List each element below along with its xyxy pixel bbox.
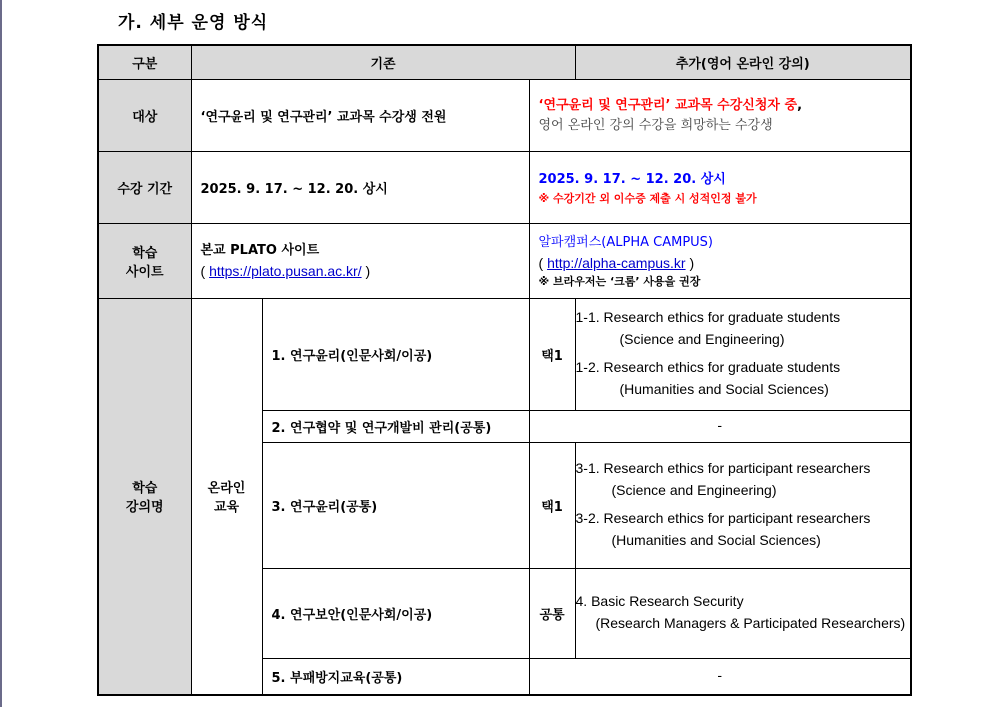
course-tag: 택1 [529,443,575,569]
course-mode: 온라인 교육 [191,299,262,695]
target-added: ‘연구윤리 및 연구관리’ 교과목 수강신청자 중, 영어 온라인 강의 수강을 희망하는 수강생 [529,80,911,152]
list-item: 1-2. Research ethics for graduate students (Humanities and Social Sciences) [575,358,841,397]
site-added: 알파캠퍼스(ALPHA CAMPUS) ( http://alpha-campus.kr ) ※ 브라우저는 ‘크롬’ 사용을 권장 [529,224,911,299]
list-item: 3-1. Research ethics for participant researchers (Science and Engineering) [575,459,871,498]
list-item: 4. Basic Research Security (Research Managers & Participated Researchers) [575,592,906,631]
site-existing: 본교 PLATO 사이트 ( https://plato.pusan.ac.kr/ ) [191,224,529,299]
site-existing-name: 본교 PLATO 사이트 [200,243,320,258]
period-added-dates: 2025. 9. 17. ~ 12. 20. 상시 [538,171,726,187]
row-label-target: 대상 [98,80,191,152]
row-label-site: 학습 사이트 [98,224,191,299]
course-items [575,443,911,569]
list-item: 3-2. Research ethics for participant researchers (Humanities and Social Sciences) [575,509,871,548]
course-none: - [529,659,911,695]
table-row-course-1 [98,299,911,411]
target-existing: ‘연구윤리 및 연구관리’ 교과목 수강생 전원 [191,80,529,152]
page-left-border [0,0,2,707]
period-existing: 2025. 9. 17. ~ 12. 20. 상시 [191,152,529,224]
header-category: 구분 [98,45,191,80]
table-row-period [98,152,911,224]
period-added [529,152,911,224]
header-existing: 기존 [191,45,575,80]
table-row-site [98,224,911,299]
row-label-period: 수강 기간 [98,152,191,224]
target-added-detail: 영어 온라인 강의 수강을 희망하는 수강생 [538,117,773,133]
operation-table [97,44,912,696]
course-items [575,569,911,659]
course-none: - [529,411,911,443]
course-tag: 공통 [529,569,575,659]
list-item: 1-1. Research ethics for graduate students (Science and Engineering) [575,308,841,347]
course-tag: 택1 [529,299,575,411]
section-title: 가. 세부 운영 방식 [118,13,269,33]
site-added-note: ※ 브라우저는 ‘크롬’ 사용을 권장 [538,275,701,288]
row-label-courses: 학습 강의명 [98,299,191,695]
course-name: 2. 연구협약 및 연구개발비 관리(공통) [262,411,529,443]
target-added-highlight: ‘연구윤리 및 연구관리’ 교과목 수강신청자 중 [538,97,798,113]
course-name: 3. 연구윤리(공통) [262,443,529,569]
course-items [575,299,911,411]
course-name: 4. 연구보안(인문사회/이공) [262,569,529,659]
course-name: 1. 연구윤리(인문사회/이공) [262,299,529,411]
table-row-target [98,80,911,152]
table-header-row [98,45,911,80]
plato-link[interactable]: https://plato.pusan.ac.kr/ [209,263,362,279]
course-name: 5. 부패방지교육(공통) [262,659,529,695]
period-added-note: ※ 수강기간 외 이수증 제출 시 성적인정 불가 [538,191,757,205]
alpha-campus-link[interactable]: http://alpha-campus.kr [547,255,686,271]
site-added-name: 알파캠퍼스(ALPHA CAMPUS) [538,235,714,250]
header-added: 추가(영어 온라인 강의) [575,45,911,80]
